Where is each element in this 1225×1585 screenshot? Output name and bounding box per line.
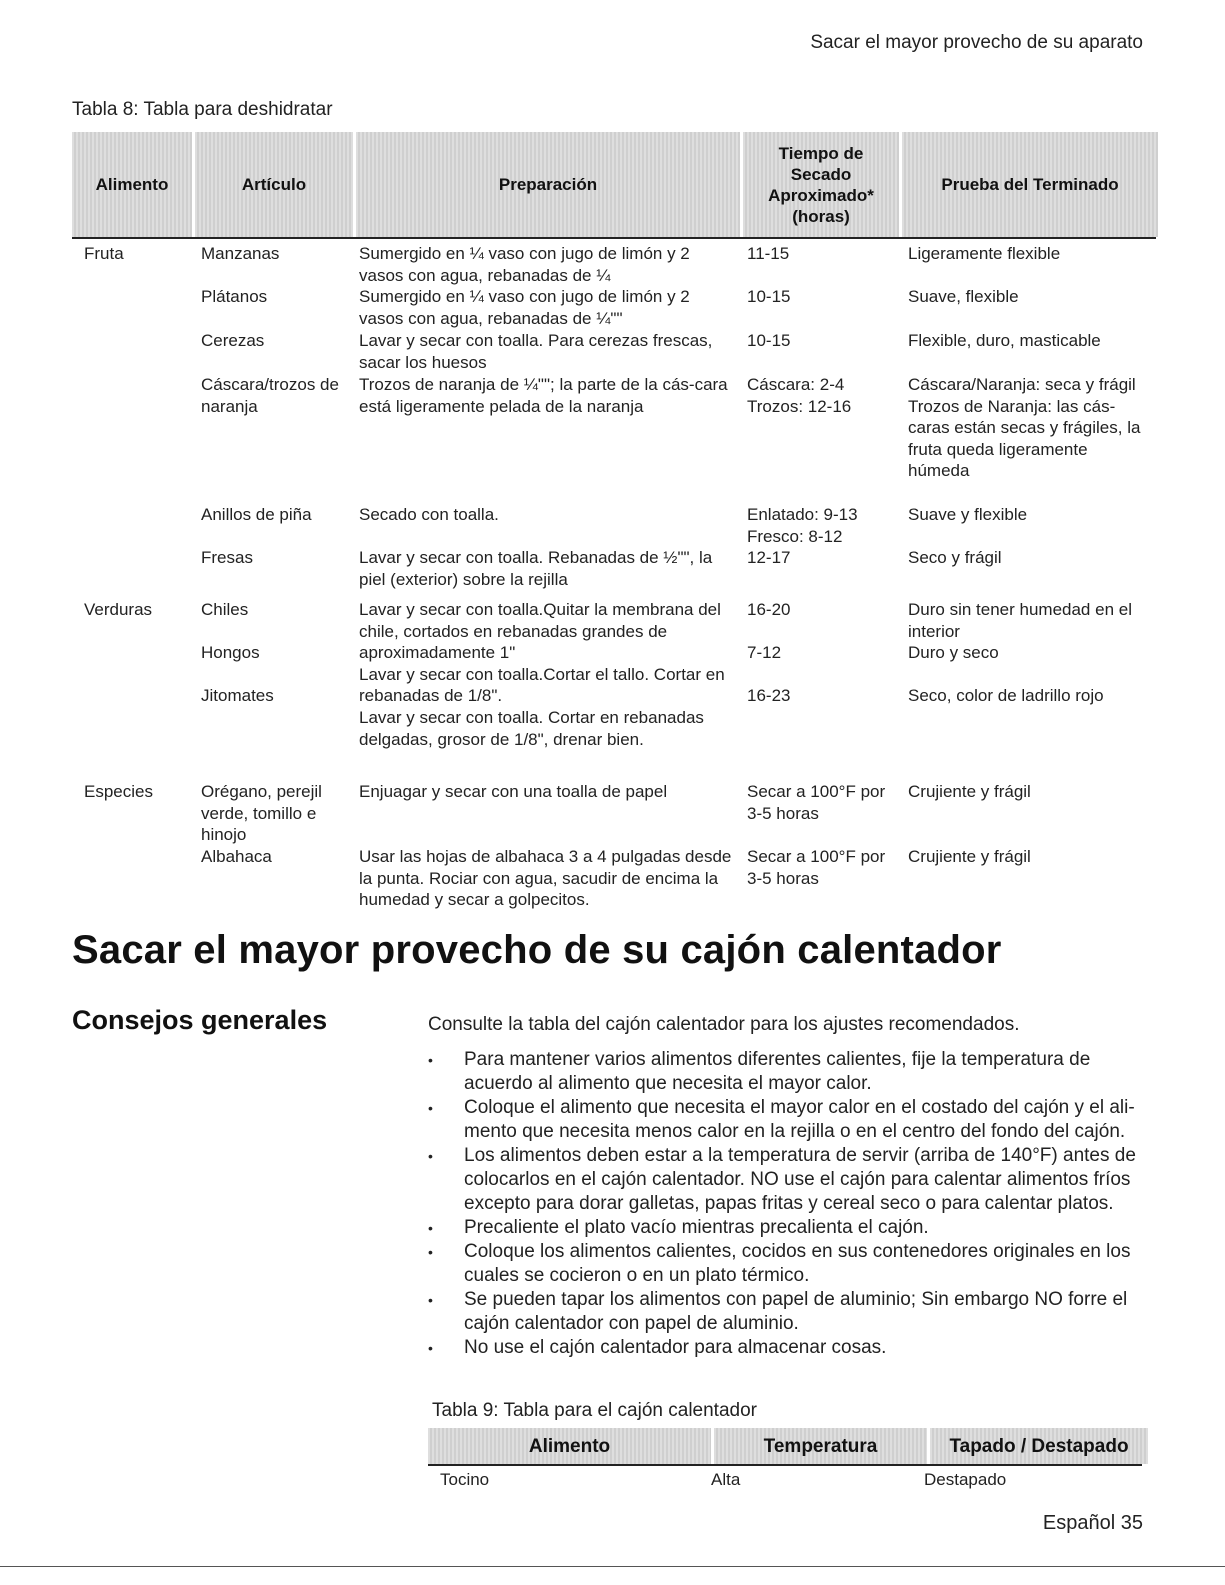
tip-text: Precaliente el plato vacío mientras precalienta el cajón. <box>464 1217 929 1238</box>
running-header: Sacar el mayor provecho de su aparato <box>810 32 1143 53</box>
cell-preparacion: Trozos de naranja de ¼""; la parte de la cás-cara está ligeramente pelada de la naranja <box>359 375 728 416</box>
cell-alimento <box>72 504 192 547</box>
cell-articulo: Fresas <box>201 548 253 567</box>
cell-temperatura: Alta <box>711 1470 741 1489</box>
cell-prueba: Crujiente y frágil <box>908 847 1031 866</box>
page-number: Español 35 <box>1042 1512 1143 1534</box>
cell-articulo: Chiles Hongos Jitomates <box>201 600 274 706</box>
cell-tiempo: Secar a 100°F por 3-5 horas <box>747 782 886 823</box>
cell-tiempo: Enlatado: 9-13 Fresco: 8-12 <box>747 505 858 546</box>
table-row <box>72 286 1156 330</box>
cell-prueba: Duro sin tener humedad en el interior Duro y seco Seco, color de ladrillo rojo <box>908 600 1132 706</box>
table-body <box>72 237 1156 912</box>
header-temperatura: Temperatura <box>711 1428 927 1464</box>
section-title: Sacar el mayor provecho de su cajón calentador <box>72 928 1002 972</box>
table-row <box>72 547 1156 599</box>
tip-text: Los alimentos deben estar a la temperatura de servir (arriba de 140°F) antes de colocarlos en el cajón calentador. NO use el cajón para calentar alimentos fríos excepto para dorar galletas, papas fritas y cereal seco o para calentar platos. <box>464 1145 1136 1214</box>
cell-preparacion: Secado con toalla. <box>359 505 499 524</box>
bullet-icon: • <box>428 1340 433 1356</box>
cell-prueba: Ligeramente flexible <box>908 244 1061 263</box>
header-preparacion: Preparación <box>353 132 740 237</box>
table-row <box>72 599 1156 781</box>
table-header-row <box>72 132 1156 237</box>
bullet-icon: • <box>428 1052 433 1068</box>
bullet-icon: • <box>428 1292 433 1308</box>
cell-tiempo: 11-15 <box>747 244 790 263</box>
bullet-icon: • <box>428 1220 433 1236</box>
header-prueba: Prueba del Terminado <box>899 132 1158 237</box>
cell-alimento: Verduras <box>84 600 153 619</box>
cell-prueba: Suave y flexible <box>908 505 1028 524</box>
cell-alimento <box>72 547 192 599</box>
table-row <box>72 330 1156 374</box>
cell-preparacion: Sumergido en ¼ vaso con jugo de limón y 2 vasos con agua, rebanadas de ¼"" <box>359 287 690 328</box>
cell-preparacion: Enjuagar y secar con una toalla de papel <box>359 782 668 801</box>
cell-alimento <box>72 286 192 330</box>
cell-tiempo: 10-15 <box>747 331 791 350</box>
tip-text: Para mantener varios alimentos diferentes calientes, fije la temperatura de acuerdo al alimento que necesita el mayor calor. <box>464 1049 1091 1094</box>
dehydrate-table <box>72 132 1156 912</box>
cell-articulo: Anillos de piña <box>201 505 312 524</box>
cell-articulo: Cáscara/trozos de naranja <box>201 375 339 416</box>
cell-preparacion: Usar las hojas de albahaca 3 a 4 pulgadas desde la punta. Rociar con agua, sacudir de encima la humedad y secar a golpecitos. <box>359 847 732 910</box>
list-item <box>428 1216 1148 1240</box>
table-row <box>72 239 1156 286</box>
subsection-title: Consejos generales <box>72 1005 328 1035</box>
cell-articulo: Albahaca <box>201 847 272 866</box>
cell-articulo: Plátanos <box>201 287 268 306</box>
table-row <box>72 846 1156 912</box>
cell-prueba: Flexible, duro, masticable <box>908 331 1101 350</box>
cell-tiempo: 10-15 <box>747 287 791 306</box>
bullet-icon: • <box>428 1244 433 1260</box>
tip-text: No use el cajón calentador para almacenar cosas. <box>464 1337 887 1358</box>
table-9-caption: Tabla 9: Tabla para el cajón calentador <box>432 1400 757 1421</box>
cell-alimento: Tocino <box>440 1470 490 1489</box>
table-row <box>72 781 1156 846</box>
cell-prueba: Seco y frágil <box>908 548 1002 567</box>
table-header-row <box>428 1428 1142 1464</box>
cell-alimento: Fruta <box>84 244 124 263</box>
cell-articulo: Cerezas <box>201 331 265 350</box>
list-item <box>428 1144 1148 1216</box>
header-articulo: Artículo <box>192 132 353 237</box>
tip-text: Coloque los alimentos calientes, cocidos en sus contenedores originales en los cuales se cocieron o en un plato térmico. <box>464 1241 1131 1286</box>
cell-articulo: Manzanas <box>201 244 280 263</box>
header-alimento: Alimento <box>428 1428 711 1464</box>
cell-tiempo: Secar a 100°F por 3-5 horas <box>747 847 886 888</box>
table-row <box>72 504 1156 547</box>
cell-preparacion: Lavar y secar con toalla. Rebanadas de ½"", la piel (exterior) sobre la rejilla <box>359 548 713 589</box>
list-item <box>428 1240 1148 1288</box>
cell-articulo: Orégano, perejil verde, tomillo e hinojo <box>201 782 322 845</box>
header-alimento: Alimento <box>72 132 192 237</box>
cell-alimento <box>72 330 192 374</box>
header-tiempo: Tiempo de Secado Aproximado* (horas) <box>740 132 899 237</box>
cell-preparacion: Sumergido en ¼ vaso con jugo de limón y 2 vasos con agua, rebanadas de ¼ <box>359 244 690 285</box>
cell-tiempo: 12-17 <box>747 548 791 567</box>
cell-prueba: Crujiente y frágil <box>908 782 1031 801</box>
table-row <box>72 374 1156 504</box>
list-item <box>428 1336 1148 1360</box>
table-8-caption: Tabla 8: Tabla para deshidratar <box>72 99 333 120</box>
cell-preparacion: Lavar y secar con toalla. Para cerezas frescas, sacar los huesos <box>359 331 713 372</box>
table-row <box>428 1464 1142 1490</box>
cell-tiempo: Cáscara: 2-4 Trozos: 12-16 <box>747 375 852 416</box>
bullet-icon: • <box>428 1148 433 1164</box>
warming-drawer-table <box>428 1428 1142 1490</box>
footer-rule <box>0 1566 1225 1567</box>
cell-tiempo: 16-20 7-12 16-23 <box>747 600 791 706</box>
intro-text: Consulte la tabla del cajón calentador para los ajustes recomendados. <box>428 1014 1020 1035</box>
list-item <box>428 1048 1148 1096</box>
cell-alimento: Especies <box>84 782 153 801</box>
cell-alimento <box>72 374 192 504</box>
list-item <box>428 1096 1148 1144</box>
cell-prueba: Suave, flexible <box>908 287 1019 306</box>
list-item <box>428 1288 1148 1336</box>
cell-preparacion: Lavar y secar con toalla.Quitar la membrana del chile, cortados en rebanadas grandes de aproximadamente 1" Lavar y secar con toalla.Cortar el tallo. Cortar en rebanadas de 1/8". Lavar y secar con toalla. Cortar en rebanadas delgadas, grosor de 1/8", drenar bien. <box>359 600 725 749</box>
cell-tapado: Destapado <box>924 1470 1007 1489</box>
cell-alimento <box>72 846 192 912</box>
cell-prueba: Cáscara/Naranja: seca y frágil Trozos de Naranja: las cás-caras están secas y frágiles, la fruta queda ligeramente húmeda <box>908 375 1141 481</box>
tip-text: Se pueden tapar los alimentos con papel de aluminio; Sin embargo NO forre el cajón calentador con papel de aluminio. <box>464 1289 1128 1334</box>
tip-text: Coloque el alimento que necesita el mayor calor en el costado del cajón y el ali-mento que necesita menos calor en la rejilla o en el centro del fondo del cajón. <box>464 1097 1135 1142</box>
bullet-icon: • <box>428 1100 433 1116</box>
header-tapado: Tapado / Destapado <box>927 1428 1148 1464</box>
tips-list <box>428 1048 1148 1360</box>
